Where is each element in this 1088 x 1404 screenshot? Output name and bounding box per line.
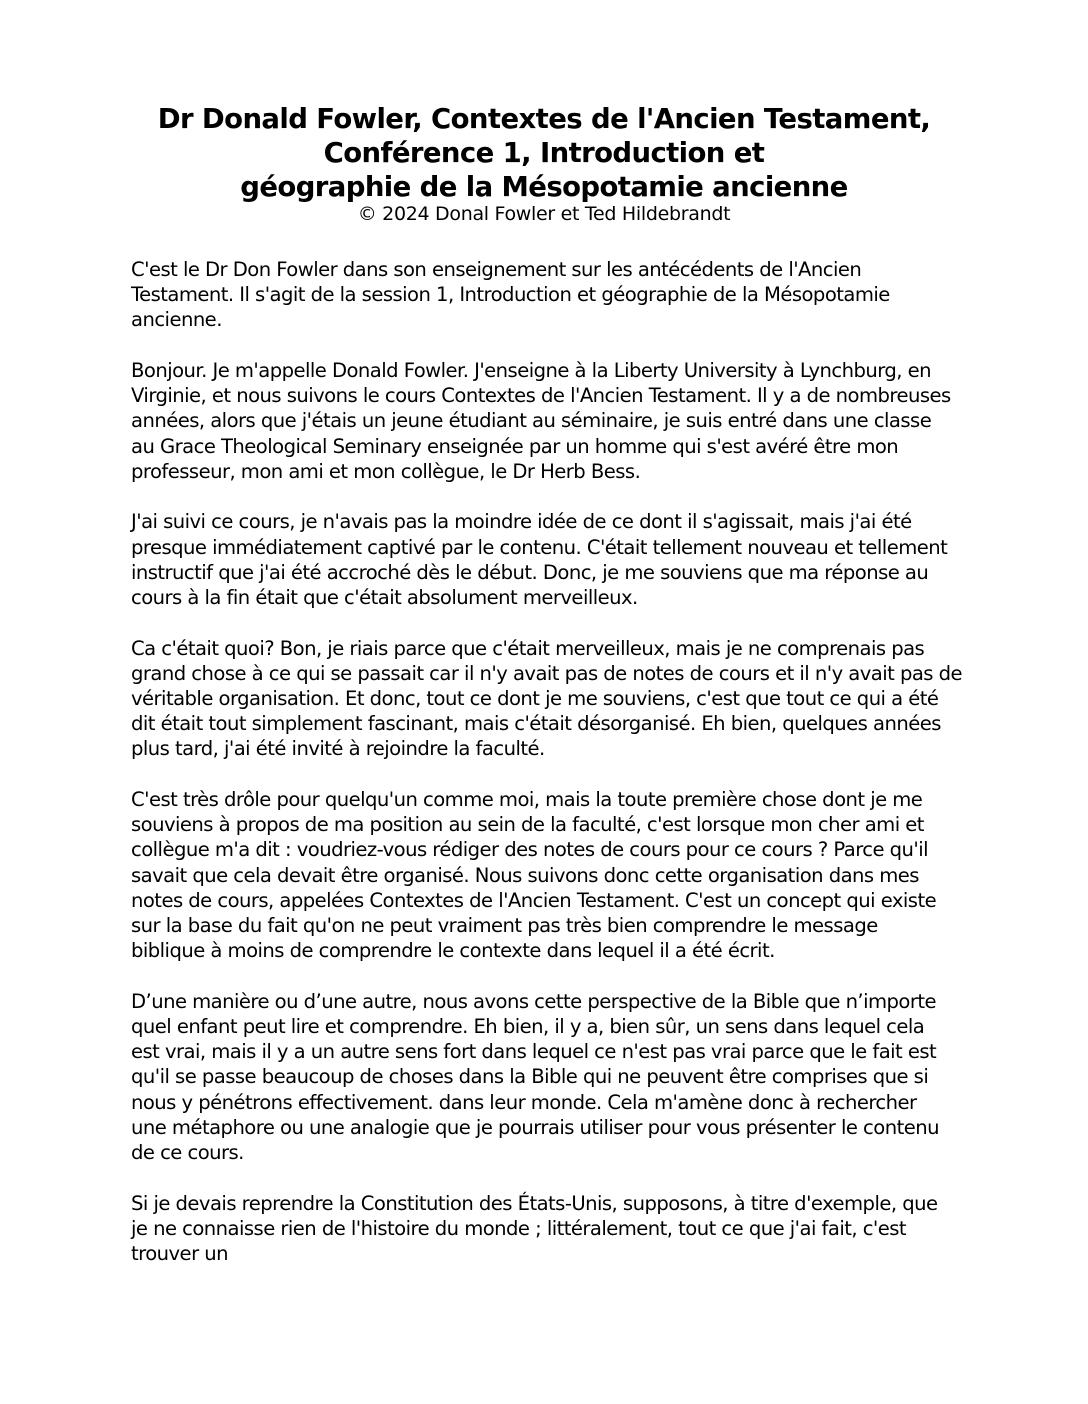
text-line: sur la base du fait qu'on ne peut vraiment pas très bien comprendre le message bbox=[131, 914, 878, 938]
paragraph-course-notes bbox=[131, 787, 961, 963]
text-line: C'est très drôle pour quelqu'un comme moi, mais la toute première chose dont je me bbox=[131, 788, 923, 812]
text-line: collègue m'a dit : voudriez-vous rédiger des notes de cours pour ce cours ? Parce qu'il bbox=[131, 838, 929, 862]
text-line: D’une manière ou d’une autre, nous avons cette perspective de la Bible que n’importe bbox=[131, 989, 937, 1013]
text-line: dit était tout simplement fascinant, mais c'était désorganisé. Eh bien, quelques années bbox=[131, 712, 941, 736]
title-line: Conférence 1, Introduction et bbox=[323, 137, 765, 169]
text-line: au Grace Theological Seminary enseignée par un homme qui s'est avéré être mon bbox=[131, 434, 899, 458]
text-line: instructif que j'ai été accroché dès le début. Donc, je me souviens que ma réponse au bbox=[131, 560, 929, 584]
text-line: qu'il se passe beaucoup de choses dans la Bible qui ne peuvent être comprises que si bbox=[131, 1065, 929, 1089]
text-line: de ce cours. bbox=[131, 1141, 244, 1165]
paragraph-disorganized bbox=[131, 636, 961, 762]
text-line: trouver un bbox=[131, 1242, 228, 1266]
document-header bbox=[0, 102, 1088, 225]
text-line: grand chose à ce qui se passait car il n'y avait pas de notes de cours et il n'y avait pas de bbox=[131, 661, 963, 685]
text-line: ancienne. bbox=[131, 308, 222, 332]
paragraph-greeting bbox=[131, 358, 961, 484]
text-line: Bonjour. Je m'appelle Donald Fowler. J'enseigne à la Liberty University à Lynchburg, en bbox=[131, 359, 931, 382]
document-body bbox=[131, 257, 961, 1292]
text-line: presque immédiatement captivé par le contenu. C'était tellement nouveau et tellement bbox=[131, 535, 948, 559]
title-line: Dr Donald Fowler, Contextes de l'Ancien Testament, bbox=[157, 103, 931, 135]
text-line: Si je devais reprendre la Constitution des États-Unis, supposons, à titre d'exemple, que bbox=[131, 1191, 938, 1215]
text-line: est vrai, mais il y a un autre sens fort dans lequel ce n'est pas vrai parce que le fait est bbox=[131, 1040, 937, 1064]
text-line: véritable organisation. Et donc, tout ce dont je me souviens, c'est que tout ce qui a été bbox=[131, 687, 939, 711]
text-line: plus tard, j'ai été invité à rejoindre la faculté. bbox=[131, 737, 545, 761]
paragraph-bible-perspective bbox=[131, 989, 961, 1165]
copyright-notice: © 2024 Donal Fowler et Ted Hildebrandt bbox=[357, 203, 731, 225]
text-line: je ne connaisse rien de l'histoire du monde ; littéralement, tout ce que j'ai fait, c'est bbox=[131, 1216, 907, 1240]
text-line: professeur, mon ami et mon collègue, le Dr Herb Bess. bbox=[131, 459, 641, 483]
text-line: quel enfant peut lire et comprendre. Eh bien, il y a, bien sûr, un sens dans lequel cela bbox=[131, 1015, 925, 1039]
text-line: Testament. Il s'agit de la session 1, Introduction et géographie de la Mésopotamie bbox=[131, 283, 890, 307]
text-line: Ca c'était quoi? Bon, je riais parce que c'était merveilleux, mais je ne comprenais pas bbox=[131, 636, 925, 660]
text-line: cours à la fin était que c'était absolument merveilleux. bbox=[131, 586, 638, 610]
text-line: nous y pénétrons effectivement. dans leur monde. Cela m'amène donc à rechercher bbox=[131, 1090, 917, 1114]
paragraph-constitution bbox=[131, 1191, 961, 1267]
text-line: une métaphore ou une analogie que je pourrais utiliser pour vous présenter le contenu bbox=[131, 1115, 939, 1139]
title-line: géographie de la Mésopotamie ancienne bbox=[240, 171, 848, 203]
text-line: notes de cours, appelées Contextes de l'Ancien Testament. C'est un concept qui existe bbox=[131, 888, 937, 912]
paragraph-course-memory bbox=[131, 509, 961, 610]
text-line: J'ai suivi ce cours, je n'avais pas la moindre idée de ce dont il s'agissait, mais j'ai été bbox=[131, 510, 912, 534]
paragraph-intro bbox=[131, 257, 961, 333]
text-line: biblique à moins de comprendre le contexte dans lequel il a été écrit. bbox=[131, 939, 775, 963]
text-line: années, alors que j'étais un jeune étudiant au séminaire, je suis entré dans une classe bbox=[131, 409, 932, 433]
text-line: C'est le Dr Don Fowler dans son enseignement sur les antécédents de l'Ancien bbox=[131, 258, 862, 281]
text-line: souviens à propos de ma position au sein de la faculté, c'est lorsque mon cher ami et bbox=[131, 813, 924, 837]
text-line: savait que cela devait être organisé. Nous suivons donc cette organisation dans mes bbox=[131, 863, 919, 887]
text-line: Virginie, et nous suivons le cours Contextes de l'Ancien Testament. Il y a de nombreuses bbox=[131, 384, 951, 408]
